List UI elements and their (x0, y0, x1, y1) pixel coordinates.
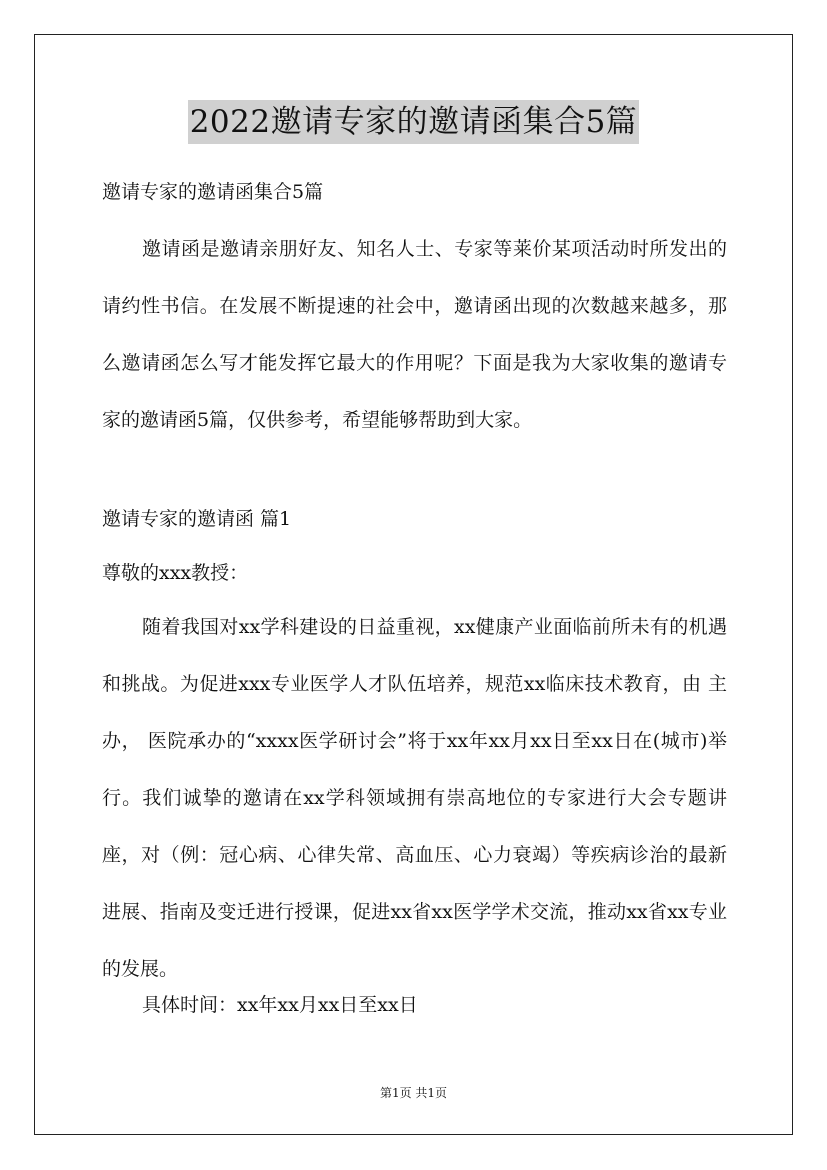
section-heading: 邀请专家的邀请函 篇1 (102, 508, 292, 530)
salutation: 尊敬的xxx教授： (102, 562, 249, 584)
page-footer: 第1页 共1页 (379, 1086, 448, 1100)
document-title: 2022邀请专家的邀请函集合5篇 (188, 100, 640, 144)
title-container (0, 100, 827, 144)
letter-body-paragraph: 随着我国对xx学科建设的日益重视，xx健康产业面临前所未有的机遇和挑战。为促进xxx专业医学人才队伍培养，规范xx临床技术教育，由 主办， 医院承办的“xxxx医学研讨会”将于xx年xx月xx日至xx日在(城市)举行。我们诚挚的邀请在xx学科领域拥有崇高地位的专家进行大会专题讲座，对（例：冠心病、心律失常、高血压、心力衰竭）等疾病诊治的最新进展、指南及变迁进行授课，促进xx省xx医学学术交流，推动xx省xx专业的发展。 (102, 616, 727, 980)
intro-paragraph: 邀请函是邀请亲朋好友、知名人士、专家等莱价某项活动时所发出的请约性书信。在发展不断提速的社会中，邀请函出现的次数越来越多，那么邀请函怎么写才能发挥它最大的作用呢？下面是我为大家收集的邀请专家的邀请函5篇，仅供参考，希望能够帮助到大家。 (102, 238, 727, 431)
time-line: 具体时间：xx年xx月xx日至xx日 (142, 994, 418, 1016)
document-subtitle: 邀请专家的邀请函集合5篇 (102, 181, 324, 203)
